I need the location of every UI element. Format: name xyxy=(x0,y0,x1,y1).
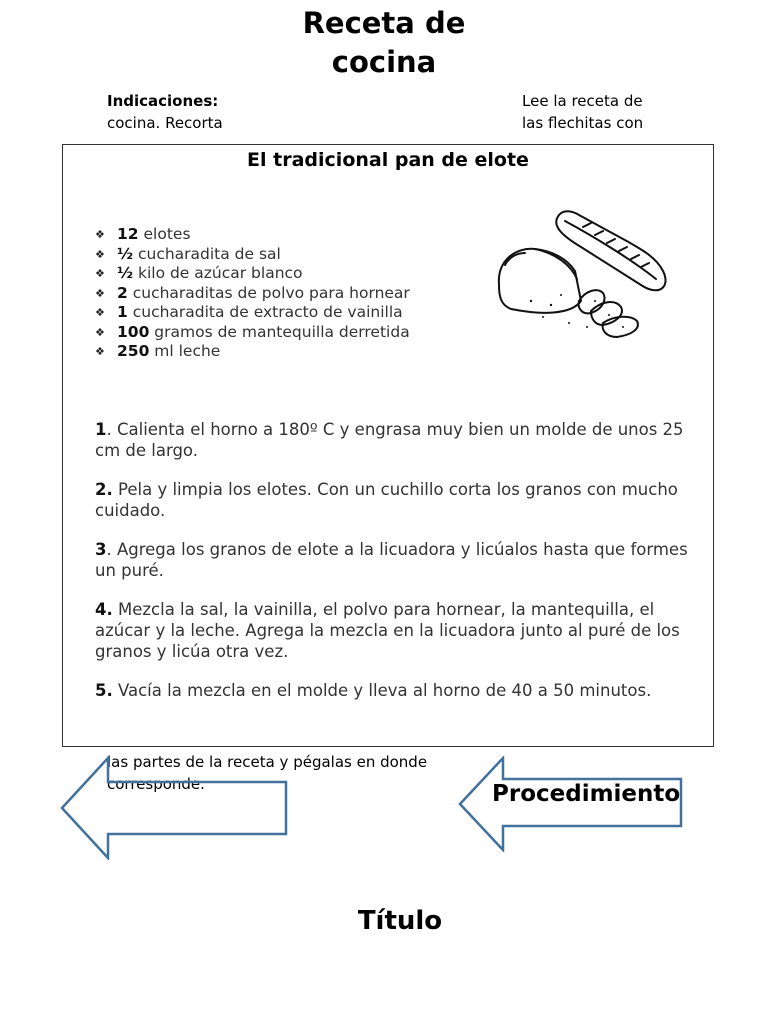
diamond-bullet-icon: ❖ xyxy=(95,306,105,319)
instructions-right-line2: las flechitas con xyxy=(522,114,644,132)
diamond-bullet-icon: ❖ xyxy=(95,228,105,241)
ingredient-text: elotes xyxy=(138,225,191,243)
page-title xyxy=(0,4,768,82)
ingredient-item xyxy=(95,342,410,362)
ingredients-list xyxy=(95,225,410,362)
diamond-bullet-icon: ❖ xyxy=(95,345,105,358)
step-number: 3 xyxy=(95,540,107,559)
page-title-line1: Receta de xyxy=(302,6,466,40)
ingredient-text: gramos de mantequilla derretida xyxy=(149,322,410,341)
instructions-left-text: cocina. Recorta xyxy=(107,114,223,132)
step-number: 2. xyxy=(95,480,113,499)
step-text: Vacía la mezcla en el molde y lleva al horno de 40 a 50 minutos. xyxy=(112,681,652,700)
procedure-step xyxy=(95,479,707,521)
step-text: . Calienta el horno a 180º C y engrasa muy bien un molde de unos 25 cm de largo. xyxy=(95,420,689,460)
step-text: Mezcla la sal, la vainilla, el polvo para hornear, la mantequilla, el azúcar y la leche. Agrega la mezcla en la licuadora junto al puré de los granos y licúa otra vez. xyxy=(95,600,686,661)
ingredient-quantity: 1 xyxy=(117,303,128,321)
step-number: 5. xyxy=(95,681,113,700)
procedure-step xyxy=(95,419,707,461)
ingredient-item xyxy=(95,284,410,304)
procedure-step xyxy=(95,539,707,581)
recipe-card[interactable] xyxy=(62,144,714,747)
bread-loaf-icon xyxy=(491,205,671,345)
instructions-left xyxy=(107,90,347,134)
step-number: 4. xyxy=(95,600,113,619)
ingredient-text: ml leche xyxy=(149,342,221,360)
ingredient-item xyxy=(95,323,410,343)
ingredient-quantity: 2 xyxy=(117,283,128,302)
recipe-title: El tradicional pan de elote xyxy=(247,149,529,171)
instructions-right-line1: Lee la receta de xyxy=(522,92,643,110)
ingredient-text: kilo de azúcar blanco xyxy=(133,264,303,282)
ingredient-quantity: 12 xyxy=(117,225,139,243)
diamond-bullet-icon: ❖ xyxy=(95,286,105,300)
instructions-bottom-line1: las partes de la receta y pégalas en donde xyxy=(107,753,428,771)
ingredient-quantity: 250 xyxy=(117,342,150,360)
ingredient-quantity: 100 xyxy=(117,322,150,341)
instructions-label: Indicaciones: xyxy=(107,92,219,110)
procedure-step xyxy=(95,599,707,662)
ingredient-item xyxy=(95,303,410,323)
step-text: Pela y limpia los elotes. Con un cuchillo corta los granos con mucho cuidado. xyxy=(95,480,684,520)
diamond-bullet-icon: ❖ xyxy=(95,247,105,261)
ingredient-quantity: ½ xyxy=(117,264,134,282)
bottom-title-label: Título xyxy=(357,906,443,936)
instructions-right xyxy=(522,90,742,134)
right-arrow-label: Procedimiento xyxy=(492,781,681,807)
ingredient-quantity: ½ xyxy=(117,244,134,263)
ingredient-text: cucharadita de sal xyxy=(133,244,281,263)
step-text: . Agrega los granos de elote a la licuadora y licúalos hasta que formes un puré. xyxy=(95,540,693,580)
ingredient-item xyxy=(95,245,410,265)
instructions-bottom-line2: corresponde. xyxy=(107,775,205,793)
ingredient-text: cucharaditas de polvo para hornear xyxy=(127,283,410,302)
left-arrow-shape[interactable] xyxy=(60,756,290,860)
procedure-steps xyxy=(95,419,707,719)
step-number: 1 xyxy=(95,420,107,439)
ingredient-item xyxy=(95,264,410,284)
diamond-bullet-icon: ❖ xyxy=(95,325,105,339)
ingredient-text: cucharadita de extracto de vainilla xyxy=(127,303,403,321)
page-title-line2: cocina xyxy=(331,45,437,79)
procedure-step xyxy=(95,680,707,701)
ingredient-item xyxy=(95,225,410,245)
diamond-bullet-icon: ❖ xyxy=(95,267,105,280)
